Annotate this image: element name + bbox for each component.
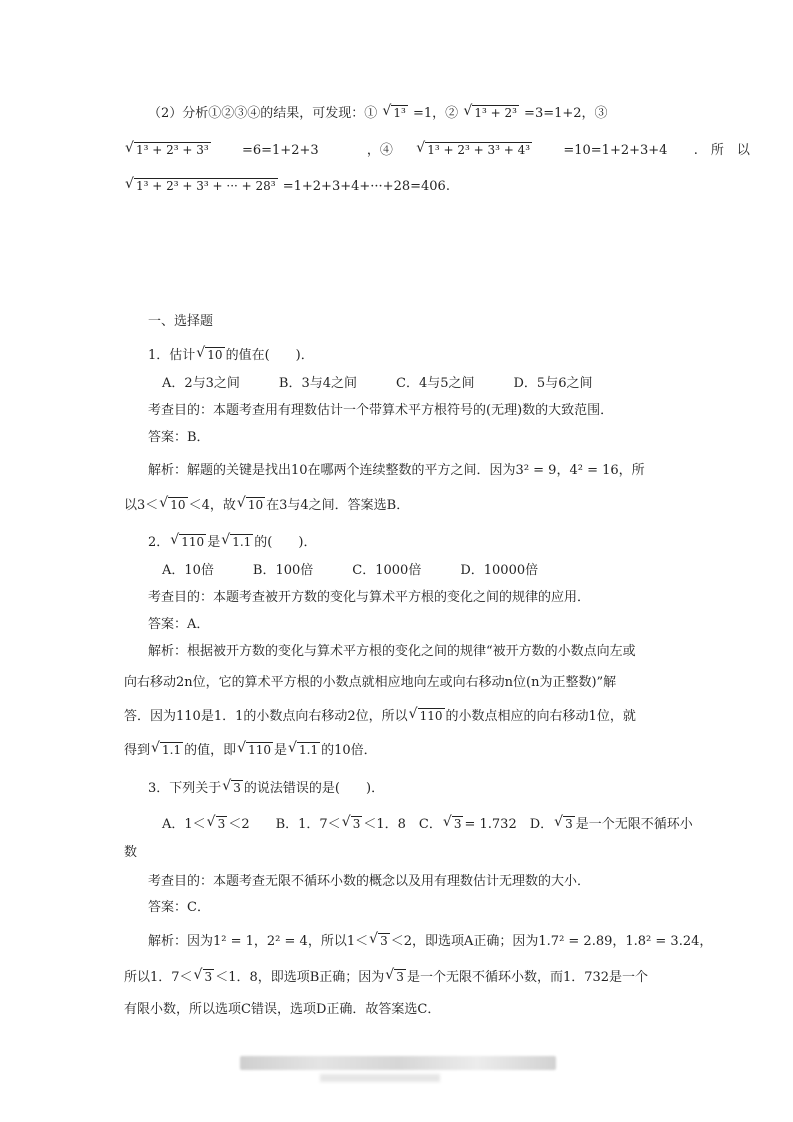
sqrt-expression: √ 1³ + 2³ (463, 104, 519, 124)
sqrt-expression: √ 10 (159, 496, 187, 516)
question-text: 3．下列关于 (148, 781, 222, 796)
question-text: 的值在( )． (225, 348, 314, 363)
question-1-purpose: 考查目的：本题考查用有理数估计一个带算术平方根符号的(无理)数的大致范围． (148, 403, 614, 418)
question-text: 是 (207, 535, 221, 550)
sqrt-expression: √ 1³ + 2³ + 3³ + 4³ (416, 141, 532, 161)
analysis-text: 的小数点相应的向右移动1位，就 (445, 709, 636, 724)
part2-text: . 所 以 (693, 143, 750, 158)
question-text: 的( )． (254, 535, 317, 550)
question-2-answer: 答案：A． (148, 617, 210, 632)
question-text: 1．估计 (148, 348, 196, 363)
question-2-purpose: 考查目的：本题考查被开方数的变化与算术平方根的变化之间的规律的应用． (148, 590, 591, 605)
sqrt-expression: √ 10 (237, 496, 265, 516)
question-1-options: A．2与3之间 B．3与4之间 C．4与5之间 D．5与6之间 (162, 376, 593, 391)
section-title: 一、选择题 (148, 314, 214, 329)
question-2-analysis-4 (124, 741, 377, 761)
analysis-text: 得到 (124, 743, 151, 758)
question-text: 的说法错误的是( )． (243, 781, 385, 796)
question-3-options (162, 815, 693, 835)
sqrt-expression: √ 3 (443, 815, 464, 835)
question-2-stem (148, 533, 316, 553)
option-text: 是一个无限不循环小 (575, 817, 693, 832)
question-3-stem (148, 779, 384, 799)
part2-line-3 (124, 177, 450, 197)
analysis-text: 以3＜ (124, 498, 159, 513)
blurred-footer-line (320, 1074, 440, 1082)
part2-text: =10=1+2+3+4 (563, 143, 668, 158)
sqrt-expression: √ 1.1 (151, 741, 183, 761)
sqrt-expression: √ 3 (369, 932, 390, 952)
part2-line-2 (124, 141, 750, 161)
analysis-text: 是一个无限不循环小数，而1．732是一个 (406, 970, 649, 985)
option-text: = 1.732 D． (464, 817, 554, 832)
analysis-text: 在3与4之间．答案选B． (266, 498, 410, 513)
question-1-analysis-2 (124, 496, 409, 516)
part2-text: ，④ (366, 143, 393, 158)
sqrt-expression: √ 3 (207, 815, 228, 835)
question-3-answer: 答案：C． (148, 900, 210, 915)
analysis-text: ＜1．8，即选项B正确；因为 (215, 970, 385, 985)
sqrt-expression: √ 3 (554, 815, 575, 835)
sqrt-expression: √ 110 (170, 533, 206, 553)
analysis-text: 是 (274, 743, 288, 758)
question-3-options-wrap: 数 (124, 845, 138, 860)
question-2-analysis-3 (124, 707, 636, 727)
sqrt-expression: √ 3 (385, 968, 406, 988)
sqrt-expression: √ 10 (196, 346, 224, 366)
analysis-text: 的值，即 (184, 743, 237, 758)
option-text: A．1＜ (162, 817, 206, 832)
analysis-text: ＜2，即选项A正确；因为1.7² = 2.89，1.8² = 3.24， (390, 934, 713, 949)
question-2-analysis-1: 解析：根据被开方数的变化与算术平方根的变化之间的规律“被开方数的小数点向左或 (148, 644, 636, 659)
option-text: ＜2 B．1．7＜ (228, 817, 341, 832)
question-3-analysis-1 (148, 932, 712, 952)
analysis-text: 答．因为110是1．1的小数点向右移动2位，所以 (124, 709, 408, 724)
part2-line-1 (148, 104, 608, 124)
part2-text: =1，② (413, 106, 459, 121)
option-text: ＜1．8 C． (363, 817, 442, 832)
question-3-purpose: 考查目的：本题考查无限不循环小数的概念以及用有理数估计无理数的大小． (148, 874, 591, 889)
part2-text: =6=1+2+3 (241, 143, 319, 158)
sqrt-expression: √ 1³ + 2³ + 3³ (125, 141, 211, 161)
question-text: 2． (148, 535, 170, 550)
question-2-options: A．10倍 B．100倍 C．1000倍 D．10000倍 (162, 563, 539, 578)
sqrt-expression: √ 110 (237, 741, 273, 761)
sqrt-expression: √ 3 (342, 815, 363, 835)
blurred-footer (240, 1056, 556, 1070)
question-3-analysis-2 (124, 968, 648, 988)
analysis-text: ＜4，故 (188, 498, 236, 513)
analysis-text: 所以1．7＜ (124, 970, 193, 985)
sqrt-expression: √ 3 (194, 968, 215, 988)
question-2-analysis-2: 向右移动2n位，它的算术平方根的小数点就相应地向左或向右移动n位(n为正整数)”解 (124, 675, 617, 690)
part2-text: =3=1+2，③ (524, 106, 608, 121)
sqrt-expression: √ 110 (409, 707, 445, 727)
analysis-text: 的10倍． (321, 743, 377, 758)
sqrt-expression: √ 1³ + 2³ + 3³ + ··· + 28³ (125, 177, 278, 197)
question-1-analysis-1: 解析：解题的关键是找出10在哪两个连续整数的平方之间．因为3² = 9，4² = 16，所 (148, 463, 645, 478)
part2-text: （2）分析①②③④的结果，可发现：① (148, 106, 378, 121)
sqrt-expression: √ 1.1 (288, 741, 320, 761)
sqrt-expression: √ 1.1 (221, 533, 253, 553)
analysis-text: 解析：因为1² = 1，2² = 4，所以1＜ (148, 934, 369, 949)
question-1-stem (148, 346, 314, 366)
sqrt-expression: √ 1³ (382, 104, 407, 124)
part2-text: =1+2+3+4+···+28=406. (282, 179, 450, 194)
question-3-analysis-3: 有限小数，所以选项C错误，选项D正确．故答案选C． (124, 1002, 441, 1017)
question-1-answer: 答案：B． (148, 430, 210, 445)
sqrt-expression: √ 3 (222, 779, 243, 799)
